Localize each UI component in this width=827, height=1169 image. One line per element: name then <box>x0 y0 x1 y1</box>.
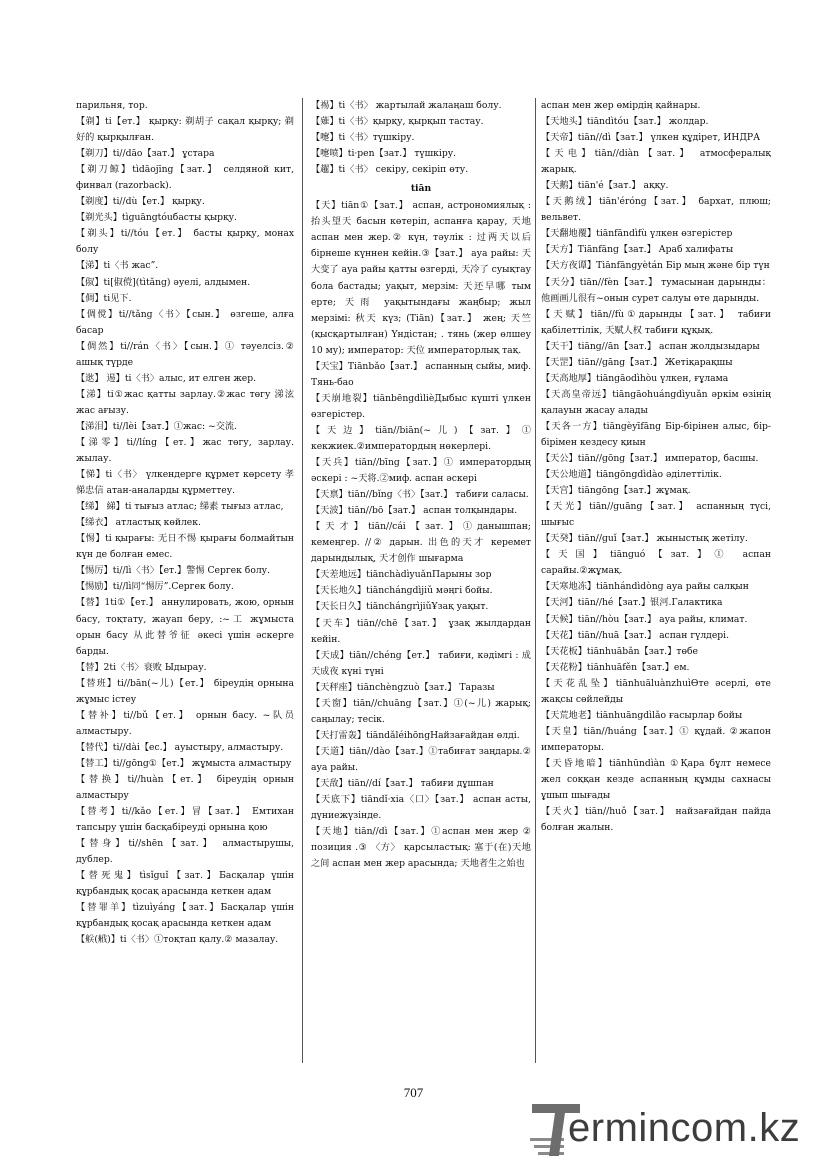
dictionary-entry: 【天波】tiān//bō【зат.】 аспан толқындары. <box>311 505 518 517</box>
dictionary-entry: 【天差地远】tiānchàdìyuǎnПарыны зор <box>311 569 492 581</box>
dictionary-entry: 【替罪羊】tìzuìyáng【зат.】Басқалар үшін құрбандық қосақ арасында кеткен адам <box>76 902 294 930</box>
dictionary-entry: 【天花乱坠】tiānhuāluànzhuìӨте әсерлі, өте жақсы сөйлейды <box>541 677 771 705</box>
dictionary-entry: 【惕厉】ti//lì〈书〉【ет.】警惕 Сергек болу. <box>76 565 271 577</box>
dictionary-entry: 【惕】ti қырағы: 无日不惕 қырағы болмайтын күн де болған емес. <box>76 533 294 561</box>
dictionary-entry: 【天河】tiān//hé【зат.】银河.Галактика <box>541 597 723 609</box>
column-left <box>76 98 294 1068</box>
dictionary-entry: 【裼】ti〈书〉 жартылай жалаңаш болу. <box>311 100 502 111</box>
dictionary-entry: 【天车】tiān//chē【зат.】 ұзақ жылдардан кейін. <box>311 617 531 645</box>
dictionary-entry: 【天方】Tiānfāng【зат.】 Араб халифаты <box>541 244 734 256</box>
dictionary-entry: 【天地】tiān//dì【зат.】①аспан мен жер ② позиция .③ 〈方〉 қарсыластық: 塞于(在)天地之间 аспан мен жер арасында; 天地者生之始也 <box>311 826 531 870</box>
dictionary-entry: 【天候】tiān//hòu【зат.】 ауа райы, климат. <box>541 613 748 625</box>
dictionary-entry: 【嚏喷】ti·pen【зат.】 түшкіру. <box>311 148 457 160</box>
dictionary-entry: 【天长日久】tiānchángrìjiǔҰзақ уақыт. <box>311 601 489 613</box>
column-divider <box>302 98 303 1063</box>
dictionary-entry: 【天】tiān①【зат.】 аспан, астрономиялық : 抬头望天 басын көтеріп, аспанға қарау, 天地 аспан мен жер.② күн, тәулік : 过两天以后 бірнеше күннен кейін.③【зат.】 ауа райы: 天大变了 ауа райы қатты өзгерді, 天冷了 суықтау бола бастады; уақыт, мерзім: 天还早哪 тым ерте; 天雨 уақытындағы жаңбыр; жыл мерзімі: 秋天 күз; (Tiān)【зат.】 жең; 天竺 (қысқартылған) Үндістан; . тянь (жер өлшеу 10 му); император: 天位 императорлық тақ. <box>311 200 531 356</box>
dictionary-entry: 【天底下】tiāndǐ·xia〈口〉【зат.】 аспан асты, дүниежүзінде. <box>311 794 531 822</box>
dictionary-entry: 【天鹅】tiān'é【зат.】 аққу. <box>541 180 669 192</box>
page-number: 707 <box>403 1085 424 1100</box>
dictionary-entry: 【天国】tiānguó【зат.】① аспан сарайы.②жұмақ. <box>541 549 771 577</box>
dictionary-entry: 【天公地道】tiāngōngdìdào әділеттілік. <box>541 469 722 481</box>
dictionary-entry: 【逖】 逷】ti〈书〉алыс, ит елген жер. <box>76 372 257 384</box>
dictionary-entry: 【替身】ti//shēn【зат.】 алмастырушы, дублер. <box>76 838 294 866</box>
dictionary-entry: 【绨衣】 атластық көйлек. <box>76 517 201 529</box>
dictionary-entry: 【天公】tiān//gōng【зат.】 император, басшы. <box>541 453 759 465</box>
dictionary-entry: 【替班】ti//bān(~儿)【ет.】 біреудің орнына жұмыс істеу <box>76 677 294 705</box>
dictionary-entry: 【天道】tiān//dào【зат.】①табиғат заңдары.② ауа райы. <box>311 745 531 773</box>
dictionary-entry: 【剃度】ti//dù【ет.】 қырқу. <box>76 196 205 208</box>
dictionary-entry: 【天高地厚】tiāngāodìhòu үлкен, ғұлама <box>541 372 729 384</box>
dictionary-entry: 【替代】ti//dài【ес.】 ауыстыру, алмастыру. <box>76 741 284 753</box>
dictionary-entry: 【剃刀】ti//dāo【зат.】 ұстара <box>76 148 215 160</box>
dictionary-entry: 【剃刀鲸】tìdāojīng【зат.】 селдяной кит, финвал (razorback). <box>76 164 294 192</box>
dictionary-entry: 【天昏地暗】tiānhūndìàn ①Қара бұлт немесе жел соққан кезде аспанның құмды сахнасы ұшып шығады <box>541 757 771 802</box>
dictionary-entry: 【剃光头】tìguāngtóuбасты қырқу. <box>76 212 237 224</box>
dictionary-entry: 【天火】tiān//huǒ【зат.】 найзағайдан пайда болған жалын. <box>541 806 771 834</box>
dictionary-entry: 【嚏】ti〈书〉түшкіру. <box>311 132 415 144</box>
dictionary-entry: 【天崩地裂】tiānbēngdìlièДыбыс күшті үлкен өзгерістер. <box>311 392 531 420</box>
dictionary-entry: 【天花粉】tiānhuāfěn【зат.】ем. <box>541 661 690 673</box>
dictionary-entry: 【天才】tiān//cái【зат.】①данышпан; кемеңгер. //② дарын. 出色的天才 керемет дарындылық, 天才创作 шығарма <box>311 521 531 565</box>
dictionary-entry: 【天方夜谭】Tiānfāngyètán Бір мың және бір түн <box>541 260 770 272</box>
dictionary-entry: 【悌】ti〈书〉 үлкендерге құрмет көрсету 孝悌忠信 атан-аналарды құрметтеу. <box>76 469 294 497</box>
dictionary-entry: 【天地头】tiāndìtóu【зат.】 жолдар. <box>541 116 709 128</box>
dictionary-entry: 【替补】ti//bǔ【ет.】 орнын басу. ~队员 алмастыру. <box>76 709 294 737</box>
dictionary-entry: 【涕】ti①жас қатты зарлау.②жас төгу 涕泫 жас ағызу. <box>76 388 294 416</box>
dictionary-entry: 【天荒地老】tiānhuāngdìlǎo ғасырлар бойы <box>541 709 743 721</box>
dictionary-entry: 【天成】tiān//chéng【ет.】 табиғи, кәдімгі : 成天成夜 күні түні <box>311 649 531 677</box>
dictionary-entry: 【天秤座】tiānchèngzuò【зат.】 Таразы <box>311 681 495 693</box>
dictionary-entry: 【剃】ti【ет.】 қырқу: 剃胡子 сақал қырқу; 剃好的 қырқылған. <box>76 116 294 144</box>
dictionary-entry: 【惕励】ti//lì同“惕厉”.Сергек болу. <box>76 581 234 593</box>
dictionary-entry: 【天花板】tiānhuābǎn【зат.】төбе <box>541 645 698 657</box>
dictionary-entry: 【俶】ti[俶傥](tìtǎng) әуелі, алдымен. <box>76 276 251 288</box>
column-middle <box>311 98 531 1068</box>
dictionary-entry: 【天电】tiān//diàn【зат.】 атмосфералық жарық. <box>541 148 771 176</box>
dictionary-entry: 【天各一方】tiāngèyīfāng Бір-бірінен алыс, бір-бірімен кездесу қиын <box>541 420 771 448</box>
dictionary-entry: 【涕泪】ti//lèi【зат.】①жас: ~交流. <box>76 420 238 432</box>
dictionary-entry: 【倜然】ti//rán〈书〉【сын.】① тәуелсіз.② ашық түрде <box>76 340 294 368</box>
dictionary-entry: 【天高皇帝远】tiāngāohuángdìyuǎn әркім өзінің қалауын жасау алады <box>541 388 771 416</box>
column-divider <box>535 98 536 1063</box>
dictionary-entry: 【涕】ti〈书 жас”. <box>76 260 159 272</box>
dictionary-entry: 【天兵】tiān//bīng【зат.】① императордың әскері : ~天将.②миф. аспан әскері <box>311 457 531 485</box>
dictionary-entry: 【倜傥】ti//tǎng〈书〉【сын.】 өзгеше, алға басар <box>76 308 294 336</box>
dictionary-entry: 【天宝】Tiānbǎo【зат.】 аспанның сыйы, миф. Тянь-бао <box>311 360 531 388</box>
dictionary-entry: 【天敌】tiān//dí【зат.】 табиғи дұшпан <box>311 777 494 789</box>
dictionary-entry: 【天禀】tiān//bǐng〈书〉【зат.】 табиғи саласы. <box>311 489 529 501</box>
dictionary-entry: 【天皇】tiān//huáng【зат.】① құдай. ②жапон императоры. <box>541 725 771 753</box>
dictionary-entry: 【薙】ti〈书〉қырқу, қырқып тастау. <box>311 116 484 128</box>
dictionary-entry: 【替换】ti//huàn【ет.】 біреудің орнын алмастыру <box>76 773 294 802</box>
dictionary-entry: 【替考】ti//kǎo【ет.】冒【зат.】 Емтихан тапсыру үшін басқабіреуді орнына қою <box>76 806 294 834</box>
dictionary-entry: 【天花】tiān//huā【зат.】 аспан гүлдері. <box>541 629 730 641</box>
dictionary-entry: 【趯】ti〈书〉 секіру, секіріп өту. <box>311 164 469 176</box>
dictionary-entry: 【天帝】tiān//dì【зат.】 үлкен құдірет, ИНДРА <box>541 132 761 144</box>
column-right <box>541 98 771 1068</box>
dictionary-entry: 【涕零】ti//líng【ет.】жас төгу, зарлау. жылау. <box>76 436 294 465</box>
logo-wordmark: ermincom.kz <box>568 1106 801 1150</box>
dictionary-entry: 【天翻地覆】tiānfāndìfù үлкен өзгерістер <box>541 228 733 240</box>
dictionary-entry: 【天窗】tiān//chuāng【зат.】①(~儿) жарық; саңылау; тесік. <box>311 697 531 725</box>
column-middle-entries-bottom <box>311 198 531 872</box>
dictionary-entry: 【替】1ti①【ет.】 аннулировать, жою, орнын басу, тоқтату, жауап беру, :~工 жұмыста орын басу 从此替爷征 әкесі үшін әскерге барды. <box>76 597 294 657</box>
dictionary-entry: 【𦨶(𦨷)】ti〈书〉①тоқтап қалу.② мазалау. <box>76 934 279 946</box>
dictionary-entry: 【天长地久】tiānchángdìjiǔ мәңгі бойы. <box>311 585 493 597</box>
column-middle-entries-top <box>311 98 531 178</box>
dictionary-entry: 【绨】 綈】ti тығыз атлас; 绨素 тығыз атлас, <box>76 501 284 513</box>
dictionary-entry: 【天罡】tiān//gāng【зат.】 Жетіқарақшы <box>541 356 733 368</box>
dictionary-entry: 【天干】tiāng//ān【зат.】 аспан жолдызыдары <box>541 340 760 352</box>
dictionary-entry: 【剃头】ti//tóu【ет.】 басты қырқу, монах болу <box>76 228 294 256</box>
dictionary-entry: 【天光】tiān//guāng【зат.】 аспанның түсі, шығыс <box>541 501 771 529</box>
dictionary-entry: 【天寒地冻】tiānhándìdòng ауа райы салқын <box>541 581 749 593</box>
dictionary-entry: 【天赋】tiān//fù①дарынды【зат.】 табиғи қабілеттілік, 天赋人权 табиғи құқық. <box>541 308 771 336</box>
dictionary-entry: 【天宫】tiāngōng【зат.】жұмақ. <box>541 485 691 497</box>
dictionary-entry: 【替】2ti〈书〉衰败 Ыдырау. <box>76 661 207 673</box>
dictionary-entry: 【天鹅绒】tiān'éróng【зат.】 бархат, плюш; вельвет. <box>541 196 771 224</box>
dictionary-entry: 【天分】tiān//fèn【зат.】 тумасынан дарынды：他画画儿很有~онын сурет салуы өте дарынды. <box>541 276 771 304</box>
logo-speed-lines-icon <box>528 1138 568 1162</box>
dictionary-entry: парильня, тор. <box>76 100 148 111</box>
dictionary-entry: 【替工】ti//gōng①【ет.】 жұмыста алмастыру <box>76 757 292 769</box>
dictionary-entry: 【替死鬼】tìsǐguǐ【зат.】Басқалар үшін құрбандық қосақ арасында кеткен адам <box>76 870 294 898</box>
dictionary-entry: 【倜】ti见下. <box>76 292 132 304</box>
dictionary-entry: 【天癸】tiān//guǐ【зат.】 жыныстық жетілу. <box>541 533 748 545</box>
terminkom-logo[interactable] <box>528 1100 813 1162</box>
dictionary-entry: 【天边】tiān//biān(~儿)【зат.】① кекжиек.②императордың нөкерлері. <box>311 424 531 452</box>
dictionary-entry: аспан мен жер өмірдің қайнары. <box>541 100 701 111</box>
dictionary-entry: 【天打雷轰】tiāndǎléihōngНайзағайдан өлді. <box>311 729 520 741</box>
section-heading: tiān <box>410 183 432 195</box>
